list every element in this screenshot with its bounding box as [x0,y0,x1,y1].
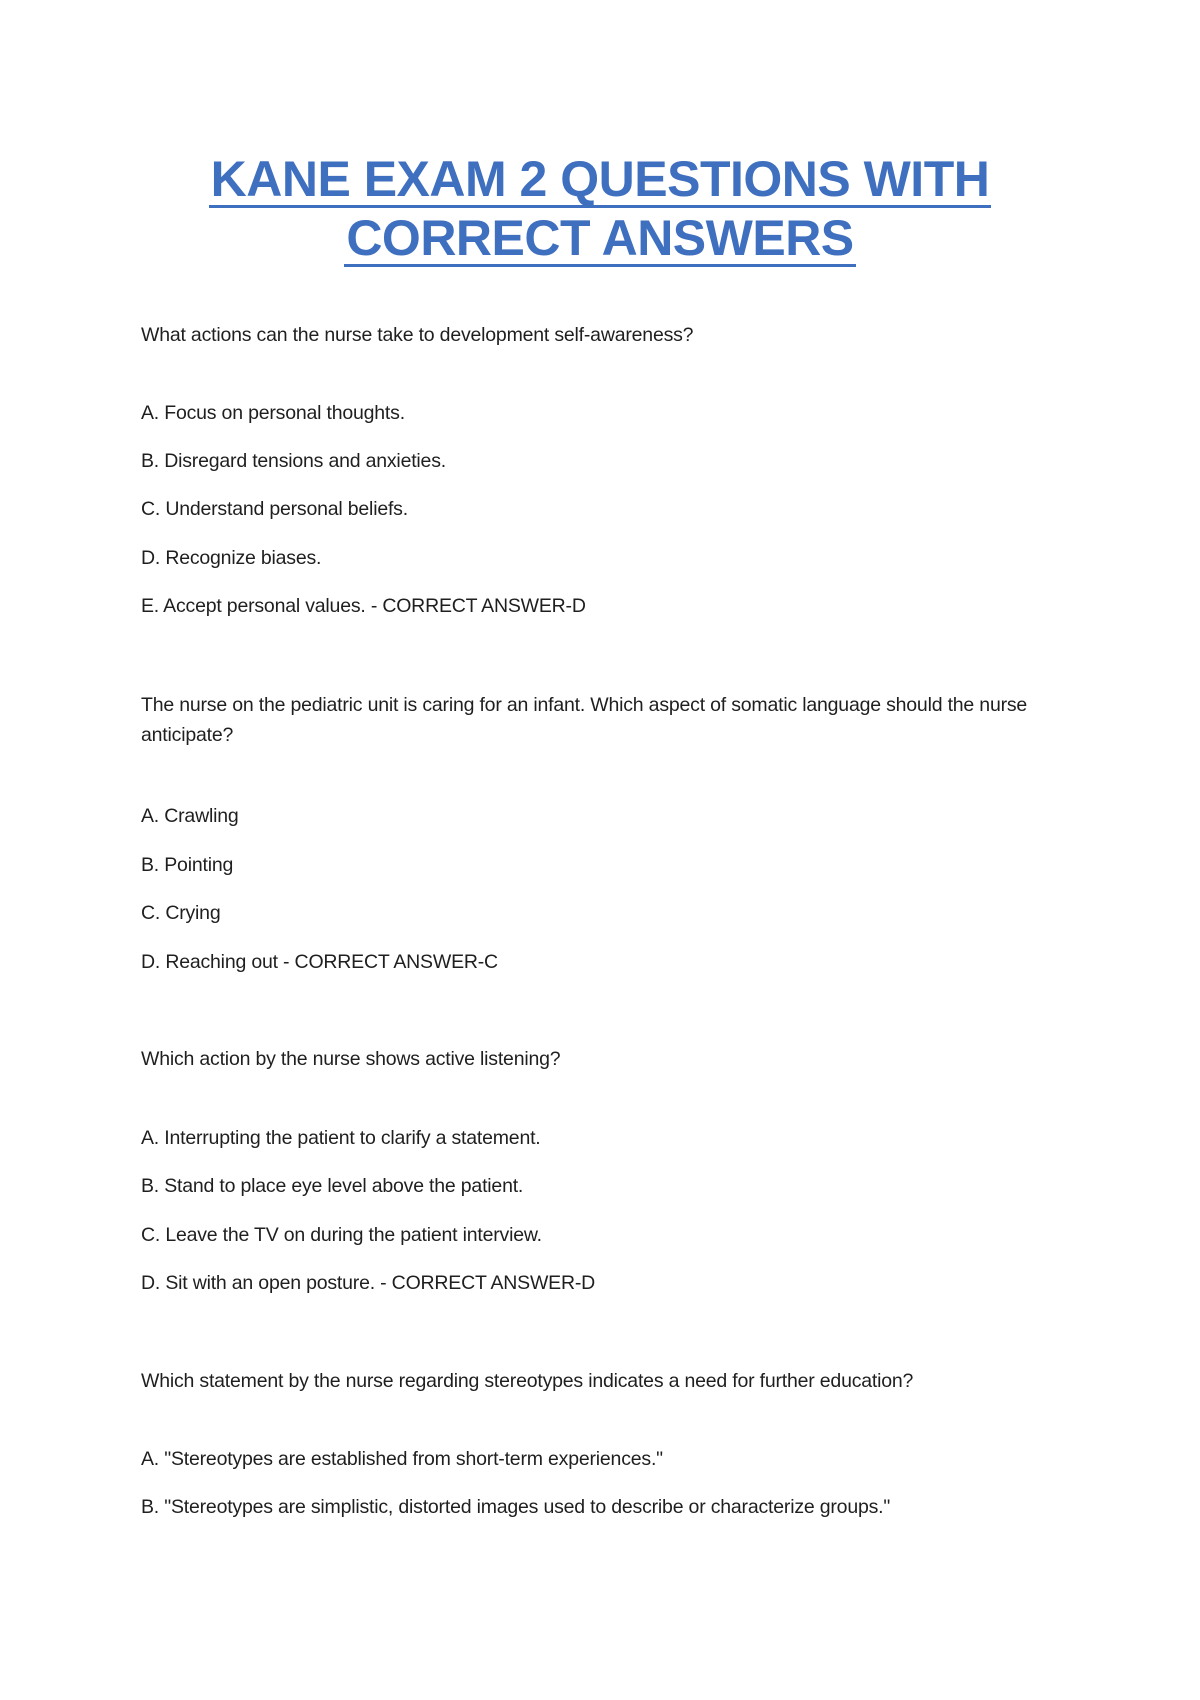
question-3-option-d: D. Sit with an open posture. - CORRECT ANSWER-D [141,1272,596,1294]
question-1-option-e: E. Accept personal values. - CORRECT ANSWER-D [141,595,586,617]
question-2-option-d: D. Reaching out - CORRECT ANSWER-C [141,951,498,973]
title-line-1: KANE EXAM 2 QUESTIONS WITH [210,151,990,207]
question-3-option-b: B. Stand to place eye level above the patient. [141,1175,524,1197]
question-2-option-a: A. Crawling [141,805,239,827]
question-3-option-a: A. Interrupting the patient to clarify a statement. [141,1127,541,1149]
question-4-option-b: B. "Stereotypes are simplistic, distorted images used to describe or characterize groups." [141,1496,891,1518]
question-1-option-a: A. Focus on personal thoughts. [141,402,405,424]
title-line-2: CORRECT ANSWERS [346,210,854,266]
question-4-prompt: Which statement by the nurse regarding stereotypes indicates a need for further education? [141,1370,914,1392]
question-1-option-b: B. Disregard tensions and anxieties. [141,450,446,472]
document-title [140,150,1060,268]
question-2-option-b: B. Pointing [141,854,234,876]
question-2-option-c: C. Crying [141,902,221,924]
question-1-option-c: C. Understand personal beliefs. [141,498,408,520]
question-1-prompt: What actions can the nurse take to development self-awareness? [141,324,694,346]
question-3-option-c: C. Leave the TV on during the patient interview. [141,1224,542,1246]
question-2-prompt: The nurse on the pediatric unit is caring for an infant. Which aspect of somatic language should the nurse anticipate? [141,694,1028,746]
question-3-prompt: Which action by the nurse shows active listening? [141,1048,561,1070]
question-4-option-a: A. "Stereotypes are established from short-term experiences." [141,1448,663,1470]
question-1-option-d: D. Recognize biases. [141,547,322,569]
